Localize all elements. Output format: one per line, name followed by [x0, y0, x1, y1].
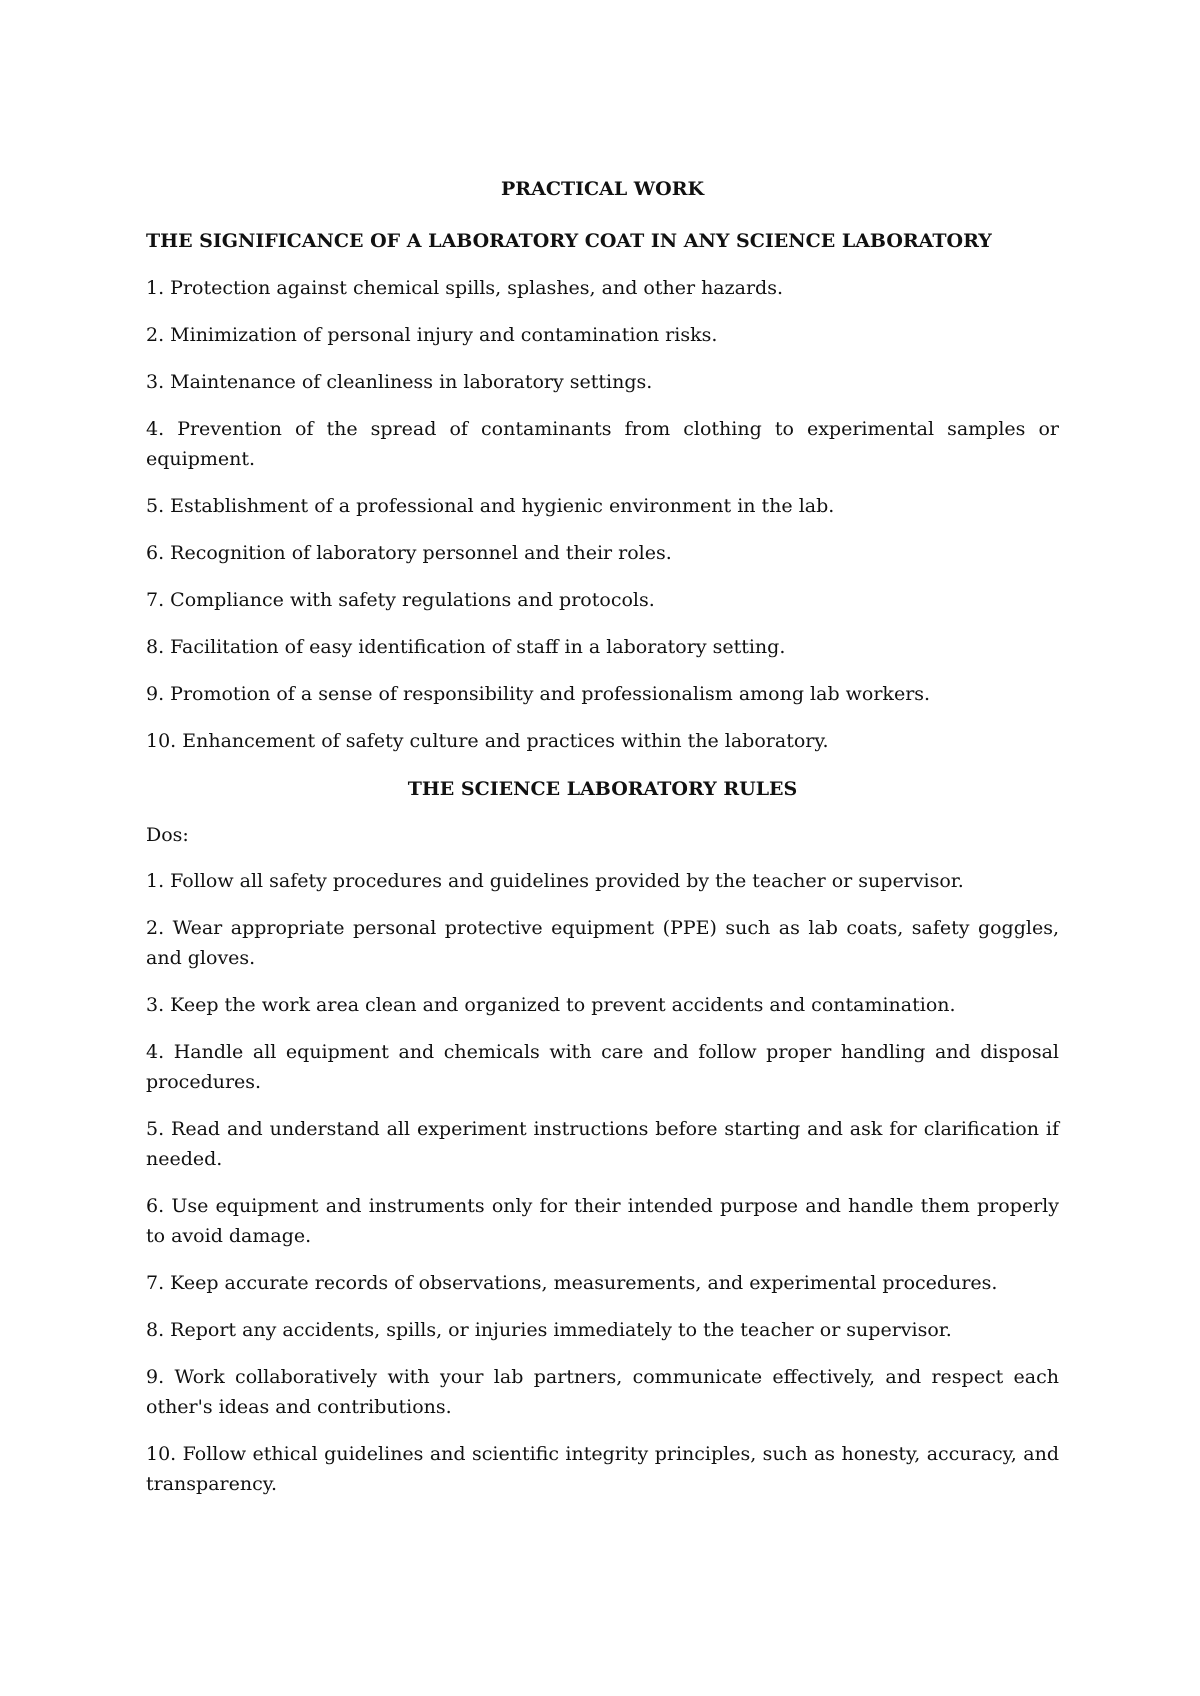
list-item: 4. Prevention of the spread of contaminants from clothing to experimental samples or equipment.: [146, 418, 1059, 470]
document-page: [146, 174, 1059, 1516]
section-heading-lab-rules: THE SCIENCE LABORATORY RULES: [407, 778, 798, 800]
list-item: 6. Use equipment and instruments only for their intended purpose and handle them properly to avoid damage.: [146, 1195, 1059, 1247]
list-item: 2. Minimization of personal injury and contamination risks.: [146, 324, 718, 346]
document-title: PRACTICAL WORK: [501, 178, 704, 200]
list-item: 10. Follow ethical guidelines and scientific integrity principles, such as honesty, accuracy, and transparency.: [146, 1443, 1059, 1495]
list-item: 1. Protection against chemical spills, splashes, and other hazards.: [146, 277, 784, 299]
list-item: 2. Wear appropriate personal protective equipment (PPE) such as lab coats, safety goggles, and gloves.: [146, 917, 1059, 969]
list-item: 9. Work collaboratively with your lab partners, communicate effectively, and respect each other's ideas and contributions.: [146, 1366, 1059, 1418]
section-heading-lab-coat: THE SIGNIFICANCE OF A LABORATORY COAT IN ANY SCIENCE LABORATORY: [146, 230, 992, 252]
list-item: 5. Establishment of a professional and hygienic environment in the lab.: [146, 495, 835, 517]
lab-rules-list: [146, 866, 1059, 1499]
list-item: 10. Enhancement of safety culture and practices within the laboratory.: [146, 730, 829, 752]
list-item: 6. Recognition of laboratory personnel and their roles.: [146, 542, 672, 564]
list-item: 7. Compliance with safety regulations and protocols.: [146, 589, 655, 611]
list-item: 8. Report any accidents, spills, or injuries immediately to the teacher or supervisor.: [146, 1319, 952, 1341]
list-item: 8. Facilitation of easy identification of staff in a laboratory setting.: [146, 636, 786, 658]
list-item: 7. Keep accurate records of observations, measurements, and experimental procedures.: [146, 1272, 998, 1294]
list-item: 3. Keep the work area clean and organized to prevent accidents and contamination.: [146, 994, 956, 1016]
list-item: 5. Read and understand all experiment instructions before starting and ask for clarification if needed.: [146, 1118, 1059, 1170]
list-item: 3. Maintenance of cleanliness in laboratory settings.: [146, 371, 653, 393]
list-item: 9. Promotion of a sense of responsibility and professionalism among lab workers.: [146, 683, 931, 705]
list-item: 4. Handle all equipment and chemicals with care and follow proper handling and disposal procedures.: [146, 1041, 1059, 1093]
lab-coat-list: [146, 273, 1059, 756]
list-item: 1. Follow all safety procedures and guidelines provided by the teacher or supervisor.: [146, 870, 964, 892]
dos-label: Dos:: [146, 824, 189, 846]
